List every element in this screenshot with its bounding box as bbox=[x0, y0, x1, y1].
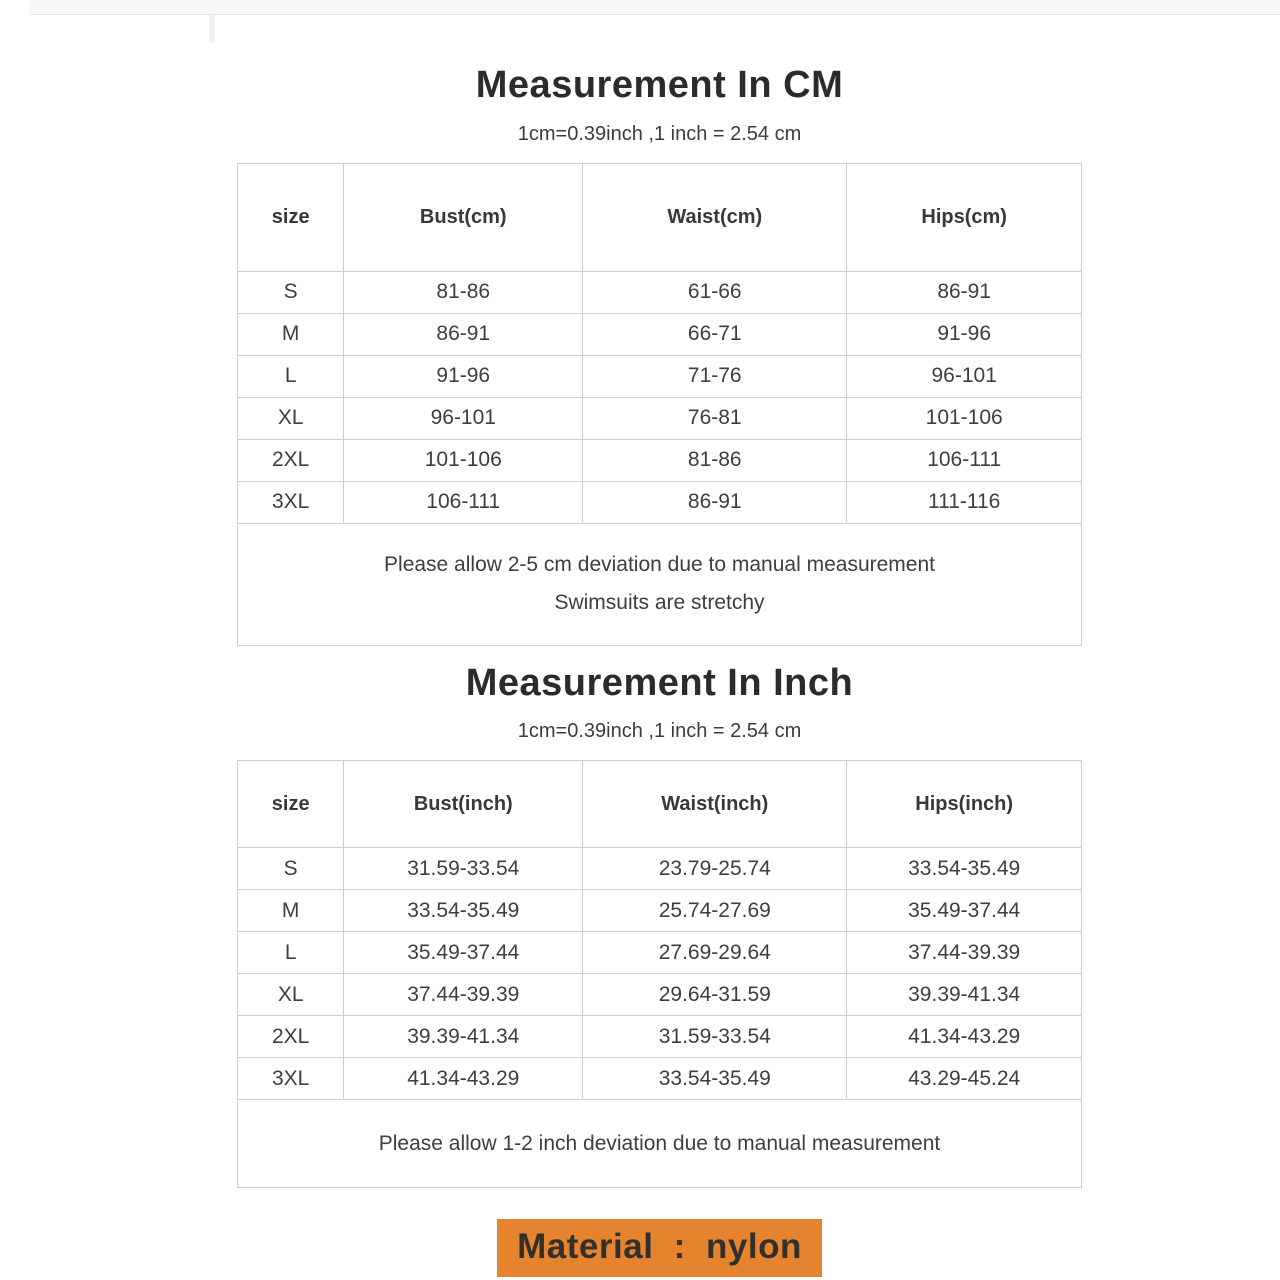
table-cell: 91-96 bbox=[344, 355, 583, 397]
table-row bbox=[238, 397, 1082, 439]
table-cell: 86-91 bbox=[847, 271, 1082, 313]
table-cell: 29.64-31.59 bbox=[583, 974, 847, 1016]
table-cell: 43.29-45.24 bbox=[847, 1058, 1082, 1100]
table-cell: 61-66 bbox=[583, 271, 847, 313]
table-cell: 96-101 bbox=[344, 397, 583, 439]
note-row bbox=[238, 523, 1082, 645]
table-cell: 41.34-43.29 bbox=[344, 1058, 583, 1100]
size-cell: 3XL bbox=[238, 481, 344, 523]
size-cell: 2XL bbox=[238, 1016, 344, 1058]
cm-conversion-note: 1cm=0.39inch ,1 inch = 2.54 cm bbox=[517, 122, 802, 145]
table-row bbox=[238, 932, 1082, 974]
table-cell: 31.59-33.54 bbox=[583, 1016, 847, 1058]
note-row bbox=[238, 1100, 1082, 1188]
table-cell: 37.44-39.39 bbox=[344, 974, 583, 1016]
table-cell: 39.39-41.34 bbox=[344, 1016, 583, 1058]
table-cell: 33.54-35.49 bbox=[847, 848, 1082, 890]
size-cell: S bbox=[238, 271, 344, 313]
table-cell: 71-76 bbox=[583, 355, 847, 397]
material-banner-wrap bbox=[237, 1219, 1082, 1277]
table-cell: 41.34-43.29 bbox=[847, 1016, 1082, 1058]
column-header: Waist(cm) bbox=[583, 163, 847, 271]
table-row bbox=[238, 890, 1082, 932]
table-cell: 111-116 bbox=[847, 481, 1082, 523]
table-cell: 81-86 bbox=[583, 439, 847, 481]
table-cell: 106-111 bbox=[344, 481, 583, 523]
size-cell: S bbox=[238, 848, 344, 890]
table-cell: 25.74-27.69 bbox=[583, 890, 847, 932]
table-cell: 86-91 bbox=[344, 313, 583, 355]
inch-size-table bbox=[237, 760, 1082, 1188]
size-chart-content bbox=[237, 0, 1082, 1277]
table-cell: 35.49-37.44 bbox=[847, 890, 1082, 932]
table-row bbox=[238, 481, 1082, 523]
table-row bbox=[238, 848, 1082, 890]
table-cell: 31.59-33.54 bbox=[344, 848, 583, 890]
table-cell: 86-91 bbox=[583, 481, 847, 523]
header-row bbox=[238, 163, 1082, 271]
inch-conversion-note: 1cm=0.39inch ,1 inch = 2.54 cm bbox=[517, 720, 802, 743]
cm-section-title: Measurement In CM bbox=[475, 64, 844, 106]
table-cell: 76-81 bbox=[583, 397, 847, 439]
table-row bbox=[238, 1058, 1082, 1100]
size-cell: 2XL bbox=[238, 439, 344, 481]
column-header: Hips(inch) bbox=[847, 761, 1082, 848]
size-cell: XL bbox=[238, 397, 344, 439]
table-cell: 106-111 bbox=[847, 439, 1082, 481]
column-header: size bbox=[238, 163, 344, 271]
table-cell: 35.49-37.44 bbox=[344, 932, 583, 974]
table-row bbox=[238, 439, 1082, 481]
size-cell: M bbox=[238, 313, 344, 355]
column-header: size bbox=[238, 761, 344, 848]
table-cell: 81-86 bbox=[344, 271, 583, 313]
table-cell: 27.69-29.64 bbox=[583, 932, 847, 974]
column-header: Bust(cm) bbox=[344, 163, 583, 271]
table-note: Please allow 1-2 inch deviation due to manual measurement bbox=[378, 1131, 941, 1155]
column-header: Waist(inch) bbox=[583, 761, 847, 848]
table-cell: 39.39-41.34 bbox=[847, 974, 1082, 1016]
table-row bbox=[238, 974, 1082, 1016]
note-cell bbox=[238, 523, 1082, 645]
size-cell: XL bbox=[238, 974, 344, 1016]
header-row bbox=[238, 761, 1082, 848]
table-cell: 91-96 bbox=[847, 313, 1082, 355]
top-edge-divider bbox=[209, 15, 215, 43]
size-cell: M bbox=[238, 890, 344, 932]
table-row bbox=[238, 1016, 1082, 1058]
size-cell: 3XL bbox=[238, 1058, 344, 1100]
inch-section bbox=[237, 646, 1082, 1189]
table-cell: 101-106 bbox=[847, 397, 1082, 439]
inch-section-title: Measurement In Inch bbox=[465, 661, 854, 704]
size-cell: L bbox=[238, 932, 344, 974]
material-banner: Material : nylon bbox=[497, 1219, 822, 1277]
table-cell: 23.79-25.74 bbox=[583, 848, 847, 890]
table-row bbox=[238, 355, 1082, 397]
table-note: Swimsuits are stretchy bbox=[554, 591, 765, 615]
table-note: Please allow 2-5 cm deviation due to manual measurement bbox=[384, 553, 935, 577]
table-cell: 33.54-35.49 bbox=[583, 1058, 847, 1100]
size-cell: L bbox=[238, 355, 344, 397]
cm-size-table bbox=[237, 163, 1082, 646]
table-row bbox=[238, 271, 1082, 313]
table-cell: 37.44-39.39 bbox=[847, 932, 1082, 974]
column-header: Bust(inch) bbox=[344, 761, 583, 848]
cm-section bbox=[237, 0, 1082, 646]
table-cell: 66-71 bbox=[583, 313, 847, 355]
column-header: Hips(cm) bbox=[847, 163, 1082, 271]
table-cell: 101-106 bbox=[344, 439, 583, 481]
note-cell bbox=[238, 1100, 1082, 1188]
table-cell: 33.54-35.49 bbox=[344, 890, 583, 932]
table-cell: 96-101 bbox=[847, 355, 1082, 397]
table-row bbox=[238, 313, 1082, 355]
